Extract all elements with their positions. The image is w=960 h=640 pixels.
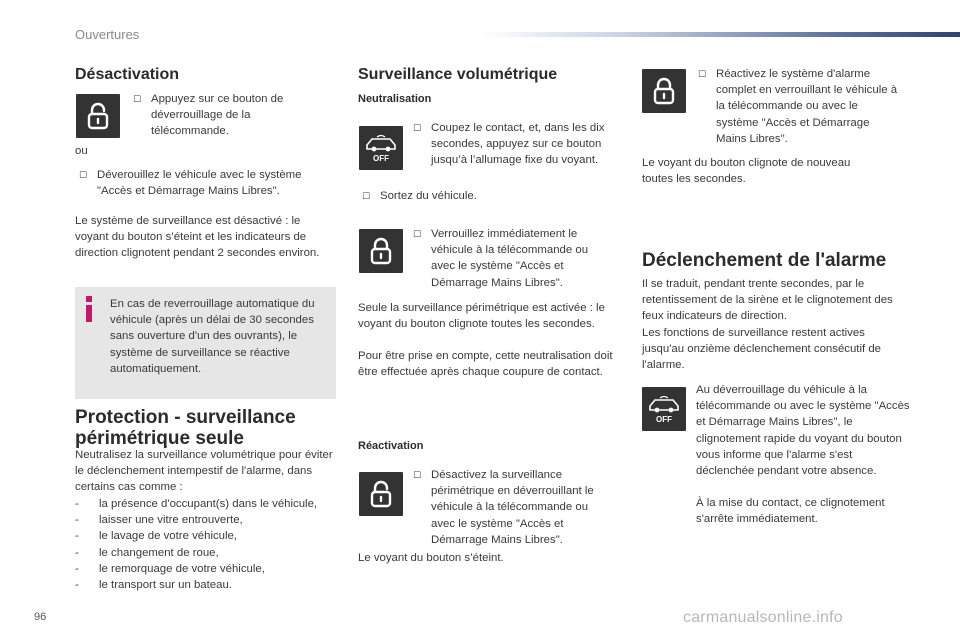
desactivation-title: Désactivation [75, 66, 180, 83]
unlock-button-icon [76, 94, 120, 138]
lock-button-icon [642, 69, 686, 113]
car-off-button-icon [359, 126, 403, 170]
neutralisation-paragraph-1: Seule la surveillance périmétrique est activée : le voyant du bouton clignote toutes les secondes. [358, 302, 605, 331]
bullet-unlock-remote: ☐ Appuyez sur ce bouton de déverrouillage de la télécommande. [133, 91, 293, 140]
reactivation-subtitle: Réactivation [358, 440, 424, 452]
header-bar [480, 32, 960, 37]
checkbox-bullet-icon: ☐ [133, 94, 142, 104]
checkbox-bullet-icon: ☐ [362, 191, 371, 201]
bullet-exit-vehicle: ☐ Sortez du véhicule. [362, 188, 562, 204]
declenchement-paragraph-2: Les fonctions de surveillance restent actives jusqu'au onzième déclenchement consécutif de l'alarme. [642, 327, 881, 372]
unlock-button-icon [359, 472, 403, 516]
ou-label: ou [75, 145, 88, 157]
declenchement-paragraph-1: Il se traduit, pendant trente secondes, par le retentissement de la sirène et le clignotement des feux indicateurs de direction. [642, 278, 893, 323]
protection-title: Protection - surveillance périmétrique seule [75, 407, 296, 449]
svg-text:OFF: OFF [373, 154, 389, 163]
bullet-deactivate-perimeter: ☐ Désactivez la surveillance périmétrique en déverrouillant le véhicule à la télécommande ou avec le système "Accès et Démarrage Mains Libres". [413, 467, 613, 548]
protection-list [75, 496, 337, 593]
surveillance-title: Surveillance volumétrique [358, 66, 558, 83]
watermark: carmanualsonline.info [683, 609, 843, 626]
list-item: - laisser une vitre entrouverte, [75, 514, 243, 527]
list-item: - la présence d'occupant(s) dans le véhicule, [75, 498, 318, 510]
reactivation-paragraph: Le voyant du bouton s’éteint. [358, 552, 504, 564]
list-item: - le lavage de votre véhicule, [75, 530, 238, 543]
neutralisation-paragraph-2: Pour être prise en compte, cette neutralisation doit être effectuée après chaque coupure de contact. [358, 350, 613, 379]
checkbox-bullet-icon: ☐ [79, 170, 88, 180]
info-text: En cas de reverrouillage automatique du véhicule (après un délai de 30 secondes sans ouverture d'un des ouvrants), le système de surveillance se réactive automatiquement. [110, 298, 315, 375]
bullet-reactivate-alarm: ☐ Réactivez le système d'alarme complet en verrouillant le véhicule à la télécommande ou avec le système "Accès et Démarrage Mains Libres". [698, 66, 898, 147]
section-header: Ouvertures [75, 27, 140, 42]
desactivation-paragraph: Le système de surveillance est désactivé : le voyant du bouton s’éteint et les indicateurs de direction clignotent pendant 2 secondes environ. [75, 215, 320, 260]
declenchement-paragraph-4: À la mise du contact, ce clignotement s'arrête immédiatement. [696, 497, 885, 526]
bullet-lock-immediately: ☐ Verrouillez immédiatement le véhicule à la télécommande ou avec le système "Accès et Démarrage Mains Libres". [413, 226, 613, 291]
neutralisation-subtitle: Neutralisation [358, 93, 432, 105]
info-icon [82, 296, 96, 322]
checkbox-bullet-icon: ☐ [698, 69, 707, 79]
reactivation-status-paragraph: Le voyant du bouton clignote de nouveau toutes les secondes. [642, 157, 851, 186]
declenchement-paragraph-3: Au déverrouillage du véhicule à la télécommande ou avec le système "Accès et Démarrage Mains Libres", le clignotement rapide du voyant du bouton vous informe que l'alarme s'est déclenchée pendant votre absence. [696, 384, 910, 478]
declenchement-title: Déclenchement de l'alarme [642, 250, 887, 271]
lock-button-icon [359, 229, 403, 273]
car-off-button-icon [642, 387, 686, 431]
checkbox-bullet-icon: ☐ [413, 470, 422, 480]
bullet-unlock-keyless: ☐ Déverouillez le véhicule avec le système "Accès et Démarrage Mains Libres". [79, 167, 331, 199]
protection-paragraph: Neutralisez la surveillance volumétrique pour éviter le déclenchement intempestif de l'alarme, dans certains cas comme : [75, 449, 333, 494]
svg-text:OFF: OFF [656, 415, 672, 424]
checkbox-bullet-icon: ☐ [413, 229, 422, 239]
list-item: - le remorquage de votre véhicule, [75, 562, 265, 575]
list-item: - le changement de roue, [75, 546, 219, 559]
bullet-cut-contact: ☐ Coupez le contact, et, dans les dix secondes, appuyez sur ce bouton jusqu’à l’allumage fixe du voyant. [413, 120, 621, 169]
checkbox-bullet-icon: ☐ [413, 123, 422, 133]
page-number: 96 [34, 611, 47, 623]
list-item: - le transport sur un bateau. [75, 579, 232, 592]
